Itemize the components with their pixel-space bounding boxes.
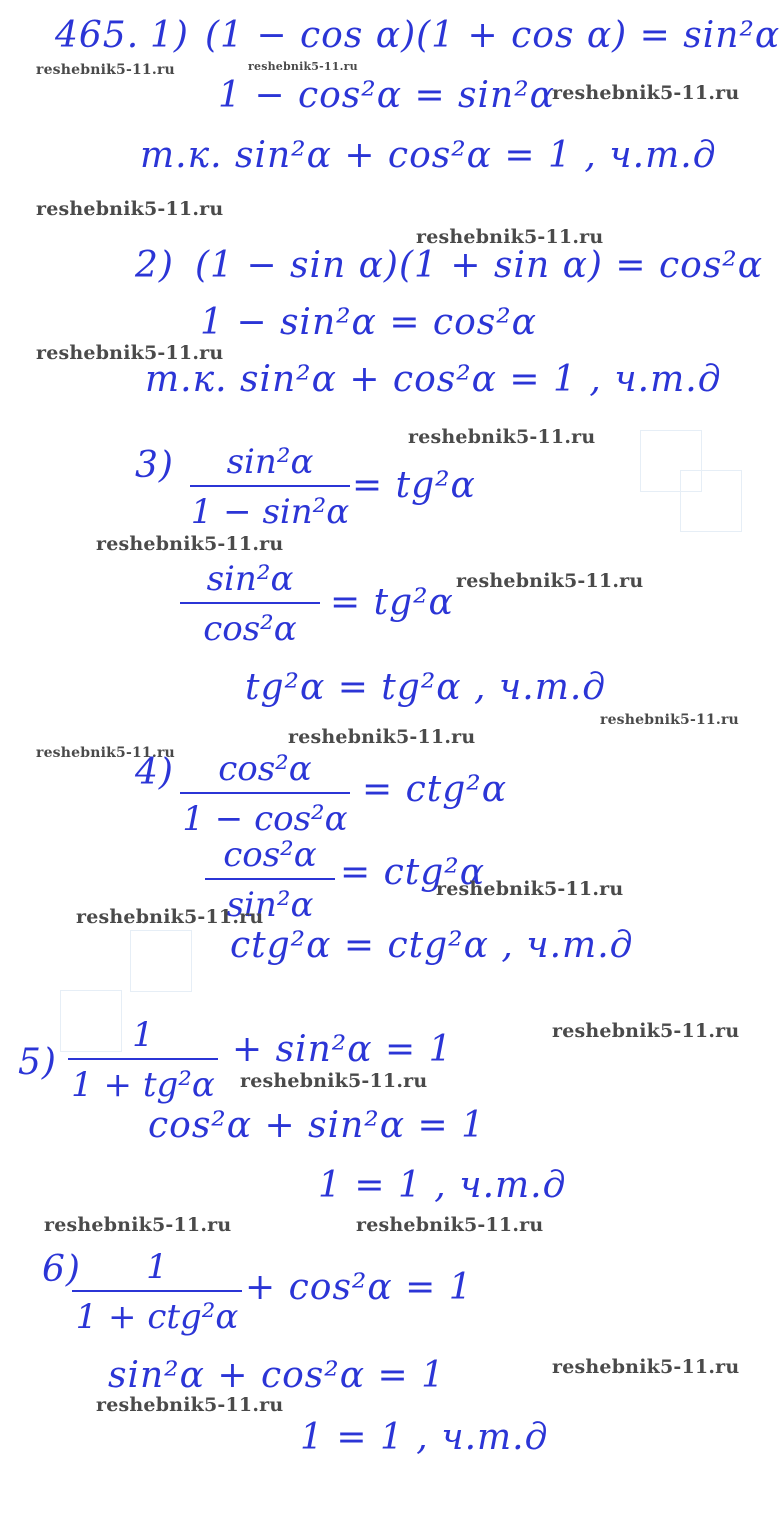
fraction-bar	[190, 485, 350, 487]
part5-fraction1	[68, 1015, 218, 1105]
watermark: reshebnik5-11.ru	[248, 60, 358, 73]
part2-line1: (1 − sin α)(1 + sin α) = cos²α	[195, 245, 764, 286]
part2-label: 2)	[135, 245, 174, 286]
fraction-numerator: cos²α	[223, 835, 317, 875]
watermark: reshebnik5-11.ru	[600, 712, 739, 728]
part4-line3: ctg²α = ctg²α , ч.т.д	[230, 925, 634, 966]
watermark: reshebnik5-11.ru	[76, 906, 264, 928]
watermark: reshebnik5-11.ru	[436, 878, 624, 900]
fraction-numerator: 1	[146, 1247, 168, 1287]
watermark: reshebnik5-11.ru	[36, 745, 175, 761]
part6-rhs1: + cos²α = 1	[245, 1267, 473, 1308]
part6-fraction1	[72, 1247, 242, 1337]
fraction-bar	[180, 792, 350, 794]
fraction-denominator: sin²α	[226, 885, 314, 925]
part6-line3: 1 = 1 , ч.т.д	[300, 1417, 549, 1458]
part6-line2: sin²α + cos²α = 1	[108, 1355, 445, 1396]
fraction-numerator: sin²α	[226, 442, 314, 482]
part3-line3: tg²α = tg²α , ч.т.д	[245, 667, 607, 708]
fraction-numerator: sin²α	[206, 559, 294, 599]
part4-label: 4)	[135, 752, 174, 793]
part2-line3: т.к. sin²α + cos²α = 1 , ч.т.д	[145, 359, 722, 400]
part4-fraction1	[180, 749, 350, 839]
watermark: reshebnik5-11.ru	[408, 426, 596, 448]
watermark: reshebnik5-11.ru	[240, 1070, 428, 1092]
fraction-numerator: 1	[132, 1015, 154, 1055]
watermark: reshebnik5-11.ru	[356, 1214, 544, 1236]
faint-grid	[130, 930, 192, 992]
fraction-denominator: 1 − sin²α	[190, 492, 350, 532]
part5-rhs1: + sin²α = 1	[232, 1029, 453, 1070]
part2-line2: 1 − sin²α = cos²α	[200, 302, 537, 343]
watermark: reshebnik5-11.ru	[36, 62, 175, 78]
watermark: reshebnik5-11.ru	[552, 1020, 740, 1042]
part1-line2: 1 − cos²α = sin²α	[218, 75, 555, 116]
part3-fraction1	[190, 442, 350, 532]
part4-rhs1: = ctg²α	[362, 769, 508, 810]
watermark: reshebnik5-11.ru	[36, 342, 224, 364]
part1-label: 1)	[150, 15, 189, 56]
part4-rhs2: = ctg²α	[340, 852, 486, 893]
watermark: reshebnik5-11.ru	[552, 82, 740, 104]
watermark: reshebnik5-11.ru	[552, 1356, 740, 1378]
part6-label: 6)	[42, 1249, 81, 1290]
fraction-denominator: 1 − cos²α	[182, 799, 348, 839]
fraction-denominator: 1 + ctg²α	[75, 1297, 239, 1337]
fraction-bar	[180, 602, 320, 604]
part1-line3: т.к. sin²α + cos²α = 1 , ч.т.д	[140, 135, 717, 176]
part5-label: 5)	[18, 1042, 57, 1083]
watermark: reshebnik5-11.ru	[44, 1214, 232, 1236]
problem-number: 465.	[55, 15, 140, 56]
part1-line1: (1 − cos α)(1 + cos α) = sin²α	[205, 15, 780, 56]
part5-line3: 1 = 1 , ч.т.д	[318, 1165, 567, 1206]
part3-rhs2: = tg²α	[330, 582, 454, 623]
fraction-numerator: cos²α	[218, 749, 312, 789]
faint-grid	[680, 470, 742, 532]
fraction-bar	[72, 1290, 242, 1292]
part5-line2: cos²α + sin²α = 1	[148, 1105, 485, 1146]
part3-rhs1: = tg²α	[352, 465, 476, 506]
part3-label: 3)	[135, 445, 174, 486]
fraction-bar	[205, 878, 335, 880]
watermark: reshebnik5-11.ru	[96, 1394, 284, 1416]
watermark: reshebnik5-11.ru	[416, 226, 604, 248]
part3-fraction2	[180, 559, 320, 649]
fraction-denominator: cos²α	[203, 609, 297, 649]
fraction-bar	[68, 1058, 218, 1060]
fraction-denominator: 1 + tg²α	[71, 1065, 215, 1105]
watermark: reshebnik5-11.ru	[288, 726, 476, 748]
watermark: reshebnik5-11.ru	[36, 198, 224, 220]
watermark: reshebnik5-11.ru	[456, 570, 644, 592]
watermark: reshebnik5-11.ru	[96, 533, 284, 555]
